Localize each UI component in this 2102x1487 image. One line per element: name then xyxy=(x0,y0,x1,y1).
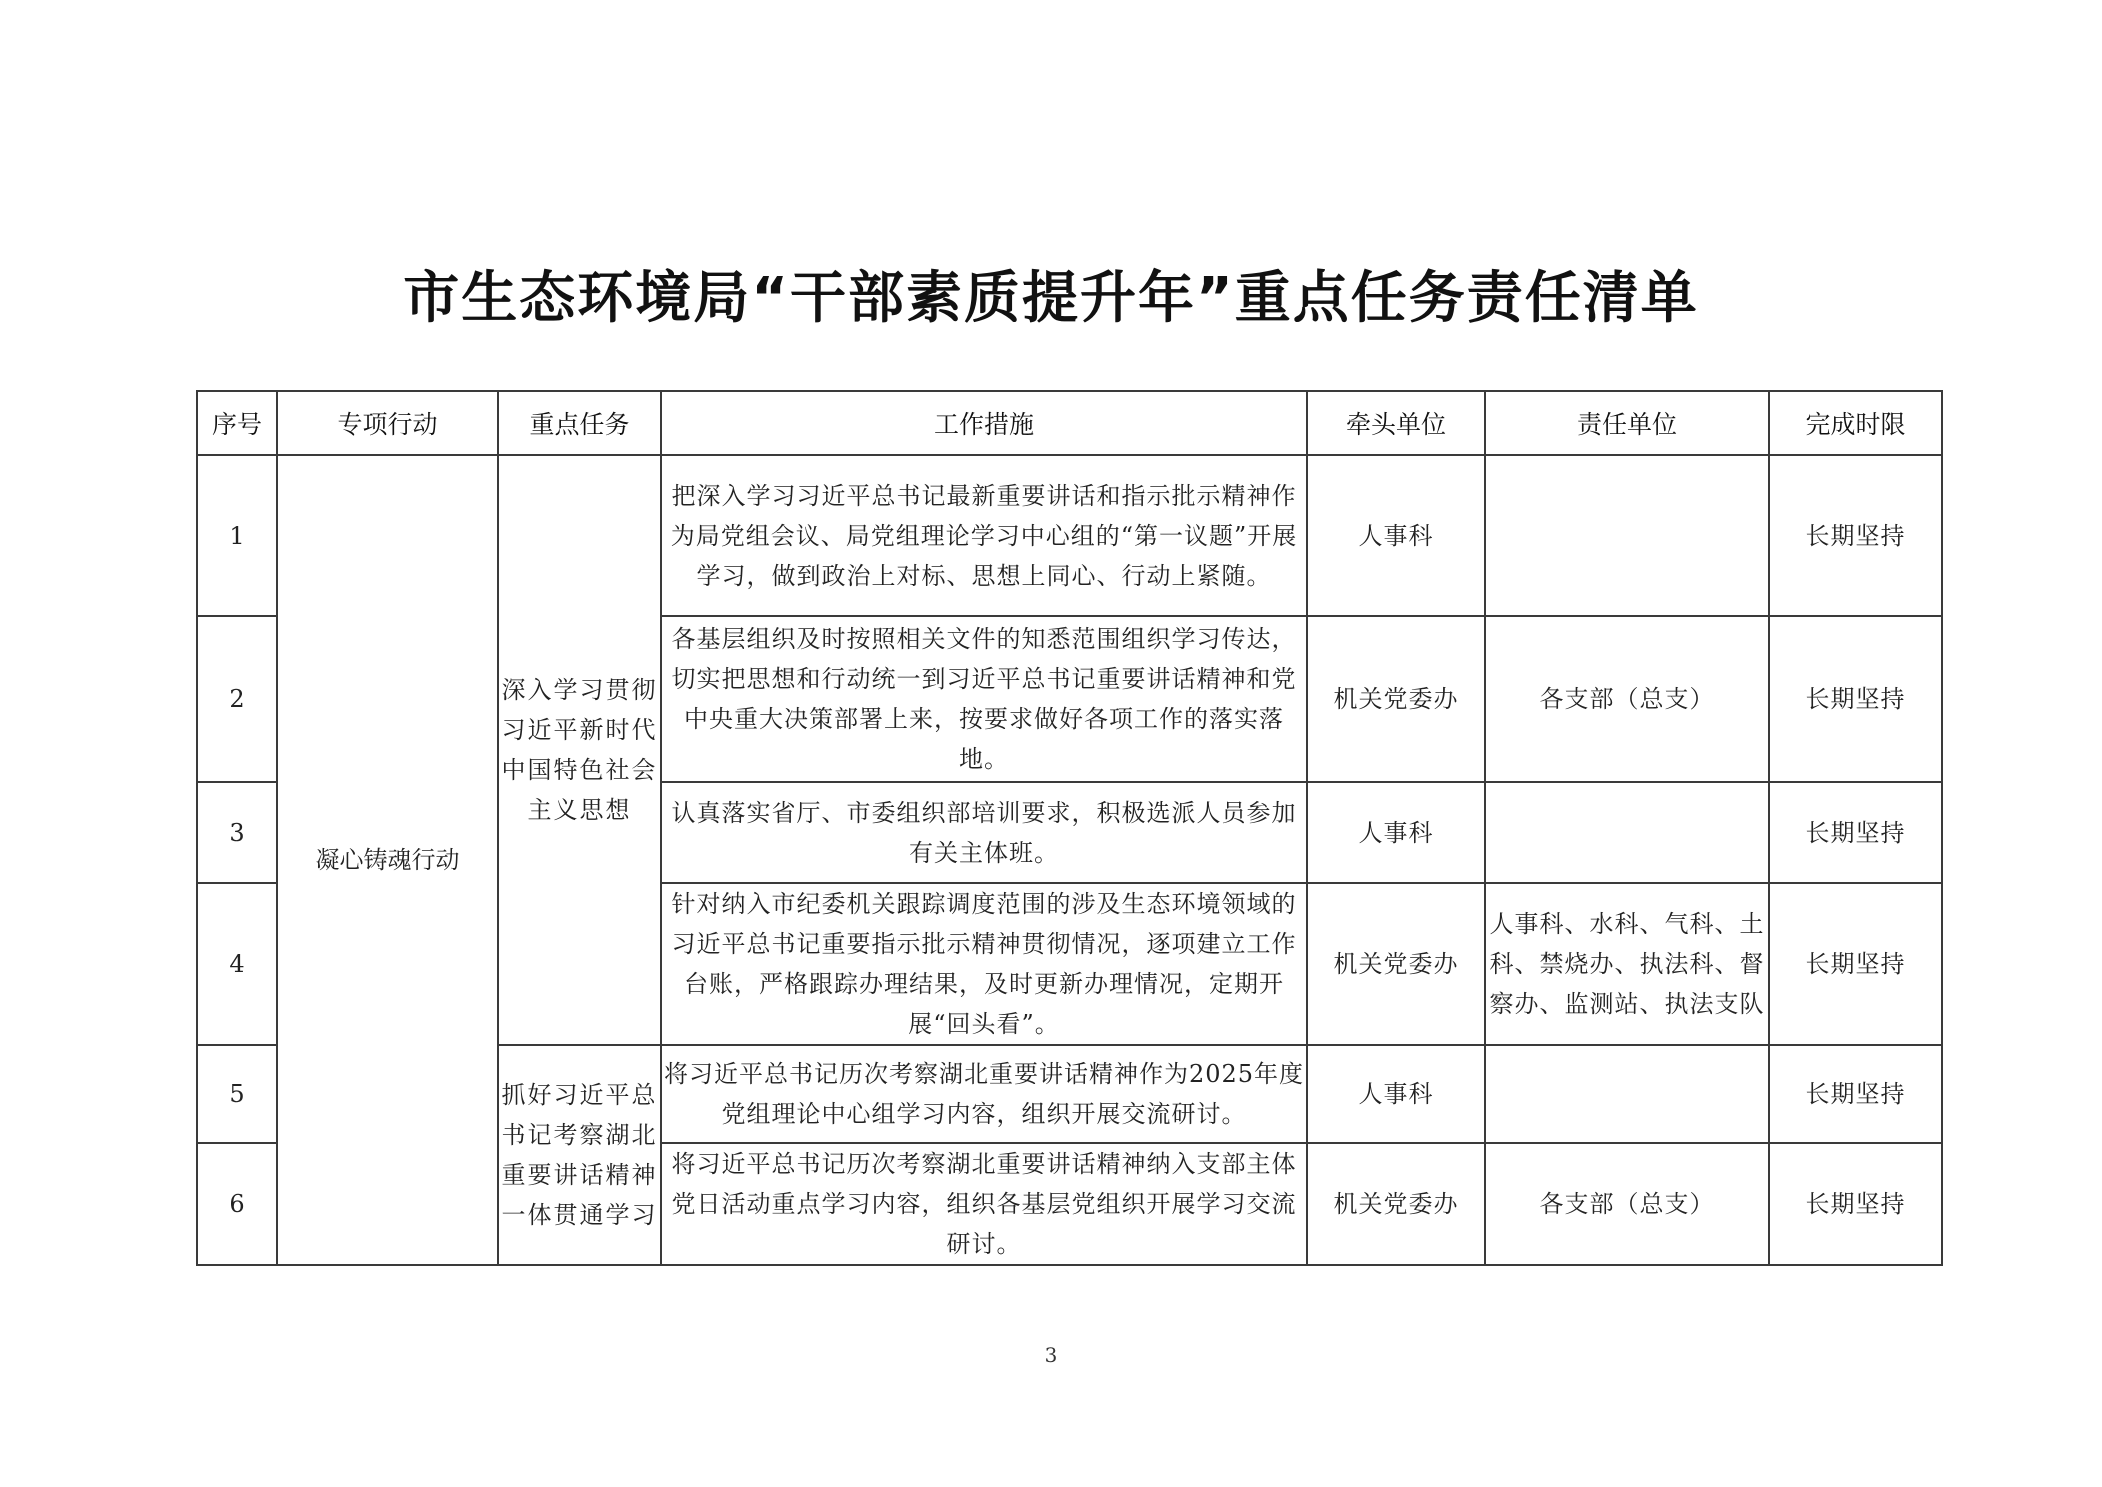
page-number: 3 xyxy=(1044,1343,1058,1367)
row-seq: 4 xyxy=(197,883,277,1045)
header-seq: 序号 xyxy=(197,391,277,455)
row-seq: 3 xyxy=(197,782,277,883)
action-group-cell: 凝心铸魂行动 xyxy=(277,455,498,1265)
responsibility-table xyxy=(196,390,1943,1266)
row-measure: 各基层组织及时按照相关文件的知悉范围组织学习传达，切实把思想和行动统一到习近平总书记重要讲话精神和党中央重大决策部署上来，按要求做好各项工作的落实落地。 xyxy=(661,616,1307,782)
row-responsible-unit xyxy=(1485,1045,1769,1143)
row-lead-unit: 人事科 xyxy=(1307,782,1485,883)
row-deadline: 长期坚持 xyxy=(1769,1045,1942,1143)
row-seq: 6 xyxy=(197,1143,277,1265)
row-lead-unit: 人事科 xyxy=(1307,1045,1485,1143)
header-responsible-unit: 责任单位 xyxy=(1485,391,1769,455)
header-action: 专项行动 xyxy=(277,391,498,455)
row-responsible-unit xyxy=(1485,455,1769,616)
row-seq: 1 xyxy=(197,455,277,616)
row-lead-unit: 人事科 xyxy=(1307,455,1485,616)
row-seq: 5 xyxy=(197,1045,277,1143)
row-responsible-unit: 人事科、水科、气科、土科、禁烧办、执法科、督察办、监测站、执法支队 xyxy=(1485,883,1769,1045)
task-group-cell: 深入学习贯彻习近平新时代中国特色社会主义思想 xyxy=(498,455,661,1045)
row-seq: 2 xyxy=(197,616,277,782)
row-responsible-unit: 各支部（总支） xyxy=(1485,616,1769,782)
row-deadline: 长期坚持 xyxy=(1769,616,1942,782)
row-measure: 针对纳入市纪委机关跟踪调度范围的涉及生态环境领域的习近平总书记重要指示批示精神贯彻情况，逐项建立工作台账，严格跟踪办理结果，及时更新办理情况，定期开展“回头看”。 xyxy=(661,883,1307,1045)
row-deadline: 长期坚持 xyxy=(1769,455,1942,616)
header-measure: 工作措施 xyxy=(661,391,1307,455)
row-responsible-unit xyxy=(1485,782,1769,883)
row-responsible-unit: 各支部（总支） xyxy=(1485,1143,1769,1265)
header-lead-unit: 牵头单位 xyxy=(1307,391,1485,455)
row-measure: 将习近平总书记历次考察湖北重要讲话精神作为2025年度党组理论中心组学习内容，组织开展交流研讨。 xyxy=(661,1045,1307,1143)
table-header-row xyxy=(197,391,1942,455)
task-group-cell: 抓好习近平总书记考察湖北重要讲话精神一体贯通学习 xyxy=(498,1045,661,1265)
header-deadline: 完成时限 xyxy=(1769,391,1942,455)
row-deadline: 长期坚持 xyxy=(1769,782,1942,883)
row-measure: 将习近平总书记历次考察湖北重要讲话精神纳入支部主体党日活动重点学习内容，组织各基层党组织开展学习交流研讨。 xyxy=(661,1143,1307,1265)
header-task: 重点任务 xyxy=(498,391,661,455)
row-lead-unit: 机关党委办 xyxy=(1307,1143,1485,1265)
row-lead-unit: 机关党委办 xyxy=(1307,883,1485,1045)
table-row xyxy=(197,455,1942,616)
document-title: 市生态环境局“干部素质提升年”重点任务责任清单 xyxy=(403,266,1699,331)
row-deadline: 长期坚持 xyxy=(1769,1143,1942,1265)
row-lead-unit: 机关党委办 xyxy=(1307,616,1485,782)
row-measure: 认真落实省厅、市委组织部培训要求，积极选派人员参加有关主体班。 xyxy=(661,782,1307,883)
row-measure: 把深入学习习近平总书记最新重要讲话和指示批示精神作为局党组会议、局党组理论学习中心组的“第一议题”开展学习，做到政治上对标、思想上同心、行动上紧随。 xyxy=(661,455,1307,616)
row-deadline: 长期坚持 xyxy=(1769,883,1942,1045)
